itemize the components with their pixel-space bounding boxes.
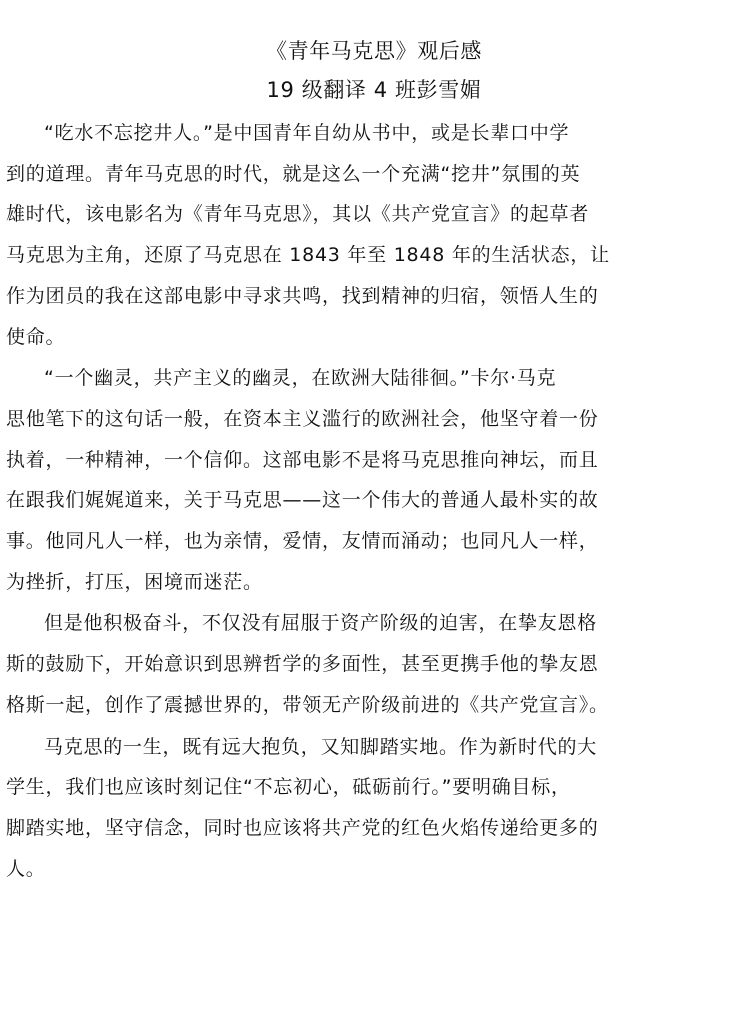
paragraph-line: 思他笔下的这句话一般，在资本主义滥行的欧洲社会，他坚守着一份	[6, 407, 599, 430]
paragraph-line: 马克思为主角，还原了马克思在 1843 年至 1848 年的生活状态，让	[6, 244, 610, 267]
author-line: 19 级翻译 4 班彭雪媚	[266, 78, 482, 102]
paragraph-2	[6, 358, 599, 602]
paragraph-4	[6, 727, 599, 890]
document-title: 《青年马克思》观后感	[266, 39, 482, 63]
paragraph-line: 人。	[6, 857, 46, 880]
paragraph-line: 斯的鼓励下，开始意识到思辨哲学的多面性，甚至更携手他的挚友恩	[6, 653, 599, 676]
paragraph-line: 使命。	[6, 325, 66, 348]
paragraph-3	[6, 603, 609, 725]
paragraph-line: 雄时代，该电影名为《青年马克思》，其以《共产党宣言》的起草者	[6, 203, 590, 226]
paragraph-1	[6, 113, 610, 357]
paragraph-line: 马克思的一生，既有远大抱负，又知脚踏实地。作为新时代的大	[44, 735, 598, 758]
paragraph-line: 事。他同凡人一样，也为亲情，爱情，友情而涌动；也同凡人一样，	[6, 530, 599, 553]
paragraph-line: 格斯一起，创作了震撼世界的，带领无产阶级前进的《共产党宣言》。	[6, 693, 609, 716]
paragraph-line: 为挫折，打压，困境而迷茫。	[6, 570, 263, 593]
paragraph-line: 到的道理。青年马克思的时代，就是这么一个充满“挖井”氛围的英	[6, 162, 581, 185]
paragraph-line: “一个幽灵，共产主义的幽灵，在欧洲大陆徘徊。”卡尔·马克	[44, 367, 557, 390]
paragraph-line: 作为团员的我在这部电影中寻求共鸣，找到精神的归宿，领悟人生的	[6, 284, 599, 307]
paragraph-line: 脚踏实地，坚守信念，同时也应该将共产党的红色火焰传递给更多的	[6, 816, 599, 839]
document-body	[6, 113, 610, 889]
paragraph-line: 但是他积极奋斗，不仅没有屈服于资产阶级的迫害，在挚友恩格	[44, 612, 598, 635]
paragraph-line: 学生，我们也应该时刻记住“不忘初心，砥砺前行。”要明确目标，	[6, 776, 571, 799]
paragraph-line: 执着，一种精神，一个信仰。这部电影不是将马克思推向神坛，而且	[6, 448, 599, 471]
paragraph-line: “吃水不忘挖井人。”是中国青年自幼从书中，或是长辈口中学	[44, 122, 570, 144]
paragraph-line: 在跟我们娓娓道来，关于马克思——这一个伟大的普通人最朴实的故	[6, 489, 599, 512]
